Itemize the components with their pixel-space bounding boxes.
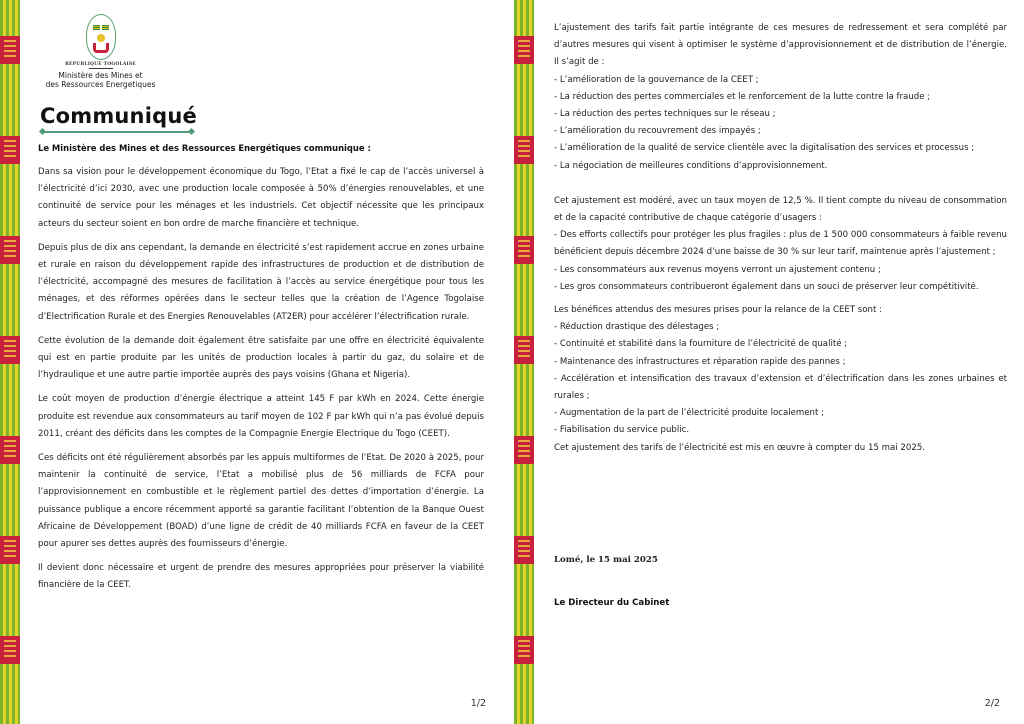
list-item: - Continuité et stabilité dans la fourniture de l’électricité de qualité ;: [554, 339, 848, 350]
lead-statement: Le Ministère des Mines et des Ressources Energétiques communique :: [38, 143, 371, 153]
paragraph: Cette évolution de la demande doit également être satisfaite par une offre en électricité équivalente qui est en partie produite par les unités de production locales à partir du gaz, du solaire et de l’hydraulique et une autre partie importée auprès des pays voisins (Ghana et Nigeria).: [38, 335, 484, 381]
list-item: - Les gros consommateurs contribueront également dans un souci de préserver leur compétitivité.: [554, 281, 979, 292]
kente-border-left: [0, 0, 20, 724]
paragraph: Les bénéfices attendus des mesures prises pour la relance de la CEET sont :: [554, 305, 882, 316]
list-item: - Accélération et intensification des travaux d’extension et d’électrification dans les zones urbaines et rurales ;: [554, 373, 1007, 402]
kente-border-middle: [514, 0, 534, 724]
list-item: - Des efforts collectifs pour protéger les plus fragiles : plus de 1 500 000 consommateurs à faible revenu bénéficient depuis décembre 2024 d’une baisse de 30 % sur leur tarif, maintenue après l’ajustement ;: [554, 230, 1007, 258]
paragraph: Dans sa vision pour le développement économique du Togo, l’Etat a fixé le cap de l’accès universel à l’électricité d’ici 2030, avec une production locale composée à 50% d’énergies renouvelables, et une continuité de service pour les ménages et les industriels. Cet objectif nécessite que les principaux acteurs du secteur soient en bon ordre de marche financière et technique.: [38, 167, 484, 229]
list-item: - La réduction des pertes commerciales et le renforcement de la lutte contre la fraude ;: [554, 91, 931, 102]
paragraph: Le coût moyen de production d’énergie électrique a atteint 145 F par kWh en 2024. Cette énergie produite est revendue aux consommateurs au tarif moyen de 102 F par kWh qui n’a pas évolué depuis 2011, créant des déficits dans les comptes de la Compagnie Energie Electrique du Togo (CEET).: [38, 394, 484, 439]
list-item: - L’amélioration du recouvrement des impayés ;: [554, 126, 761, 137]
paragraph: Il devient donc nécessaire et urgent de prendre des mesures appropriées pour préserver la viabilité financière de la CEET.: [38, 563, 484, 591]
list-item: - Réduction drastique des délestages ;: [554, 322, 720, 333]
page1-body: [38, 164, 484, 602]
title-divider: [42, 131, 192, 133]
coat-of-arms-icon: [86, 14, 116, 60]
republic-label: RÉPUBLIQUE TOGOLAISE: [65, 62, 136, 67]
page-number: 2/2: [984, 698, 1000, 709]
list-item: - Maintenance des infrastructures et réparation rapide des pannes ;: [554, 356, 846, 367]
list-item: - La négociation de meilleures conditions d’approvisionnement.: [554, 160, 828, 171]
page2-body: [554, 20, 1007, 457]
page-number: 1/2: [470, 698, 486, 709]
list-item: - Les consommateurs aux revenus moyens verront un ajustement contenu ;: [554, 264, 881, 275]
paragraph: L’ajustement des tarifs fait partie intégrante de ces mesures de redressement et sera complété par d’autres mesures qui visent à optimiser le système d’approvisionnement et de distribution de l’énergie. Il s’agit de :: [554, 23, 1007, 68]
list-item: - La réduction des pertes techniques sur le réseau ;: [554, 109, 776, 120]
page-title: Communiqué: [40, 104, 197, 128]
page-1: [38, 0, 484, 724]
place-and-date: Lomé, le 15 mai 2025: [554, 555, 658, 565]
paragraph: Ces déficits ont été régulièrement absorbés par les appuis multiformes de l’Etat. De 2020 à 2025, pour maintenir la continuité de service, l’Etat a mobilisé plus de 56 milliards de FCFA pour l’approvisionnement en combustible et le règlement partiel des dettes d’importation d’énergie. La puissance publique a encore récemment apporté sa garantie facilitant l’obtention de la Banque Ouest Africaine de Développement (BOAD) d’une ligne de crédit de 40 milliards FCFA en faveur de la CEET pour apurer ses dettes auprès des fournisseurs d’énergie.: [38, 453, 484, 550]
ministry-name-line1: Ministère des Mines et: [58, 71, 143, 80]
list-item: - L’amélioration de la qualité de service clientèle avec la digitalisation des services et processus ;: [554, 143, 975, 154]
effective-date-statement: Cet ajustement des tarifs de l’électricité est mis en œuvre à compter du 15 mai 2025.: [554, 442, 926, 453]
list-item: - L’amélioration de la gouvernance de la CEET ;: [554, 74, 759, 85]
ministry-logo: [38, 14, 163, 89]
paragraph: Depuis plus de dix ans cependant, la demande en électricité s’est rapidement accrue en zones urbaine et rurale en raison du développement rapide des infrastructures de production et de distribution de l’électricité, accompagné des mesures de facilitation à l’accès au service énergétique pour tous les ménages, et des réformes opérées dans le secteur telles que la création de l’Agence Togolaise d’Electrification Rurale et des Energies Renouvelables (AT2ER) pour accélérer l’électrification rurale.: [38, 242, 484, 322]
republic-divider: [89, 68, 113, 69]
ministry-name-line2: des Ressources Energetiques: [45, 80, 156, 89]
signatory: Le Directeur du Cabinet: [554, 598, 670, 608]
list-item: - Augmentation de la part de l’électricité produite localement ;: [554, 408, 824, 419]
paragraph: Cet ajustement est modéré, avec un taux moyen de 12,5 %. Il tient compte du niveau de consommation et de la capacité contributive de chaque catégorie d’usagers :: [554, 195, 1007, 224]
page-2: [554, 0, 1007, 724]
list-item: - Fiabilisation du service public.: [554, 425, 690, 436]
